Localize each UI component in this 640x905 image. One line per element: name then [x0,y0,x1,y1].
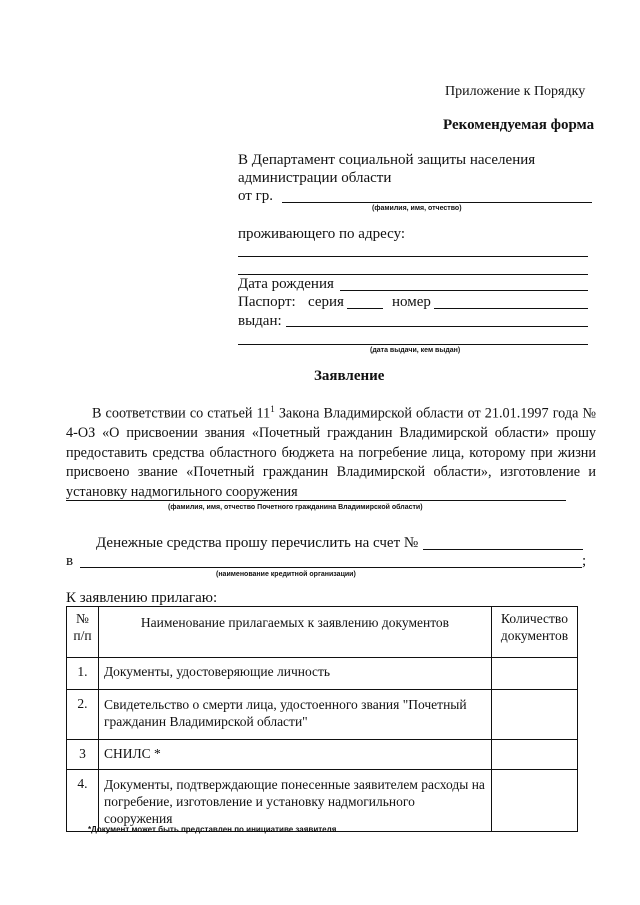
from-name-field[interactable] [282,202,592,203]
address-field-1[interactable] [238,256,588,257]
account-number-field[interactable] [423,549,583,550]
footnote: *Документ может быть представлен по инициативе заявителя [88,825,337,834]
issued-field-1[interactable] [286,326,588,327]
statement-title: Заявление [314,368,385,384]
column-header-number: № п/п [67,607,99,658]
row-quantity-cell[interactable] [492,770,578,832]
table-row [67,690,578,740]
series-field[interactable] [347,308,383,309]
column-header-quantity: Количество документов [492,607,578,658]
number-field[interactable] [434,308,588,309]
table-row [67,658,578,690]
row-quantity-cell[interactable] [492,740,578,770]
passport-label: Паспорт: [238,294,296,310]
address-field-2[interactable] [238,274,588,275]
issued-caption: (дата выдачи, кем выдан) [370,347,461,354]
birth-label: Дата рождения [238,276,334,292]
from-label: от гр. [238,188,274,204]
statement-text: В соответствии со статьей $11^1$ Закона Владимирской области от 21.01.1997 года № 4-ОЗ «О присвоении звания «Почетный гражданин Владимирской области» прошу предоставить средства областного бюджета на погребение лица, которому при жизни присвоено звание «Почетный гражданин Владимирской области», изготовление и установку надмогильного сооружения [66,404,597,500]
number-label: номер [392,294,431,310]
row-document-name: Документы, удостоверяющие личность [98,658,491,690]
addressee-line2: администрации области [238,170,392,186]
issued-field-2[interactable] [238,344,588,345]
row-quantity-cell[interactable] [492,690,578,740]
bank-prefix: в [66,553,74,569]
bank-caption: (наименование кредитной организации) [216,571,356,578]
money-label: Денежные средства прошу перечислить на счет № [96,535,419,551]
row-quantity-cell[interactable] [492,658,578,690]
table-header-row [67,607,578,658]
row-document-name: Документы, подтверждающие понесенные заявителем расходы на погребение, изготовление и установку надмогильного сооружения [98,770,491,832]
attachments-table [66,606,578,832]
series-label: серия [308,294,344,310]
form-title: Рекомендуемая форма [443,117,595,133]
issued-label: выдан: [238,313,282,329]
row-document-name: Свидетельство о смерти лица, удостоенного звания "Почетный гражданин Владимирской области" [98,690,491,740]
row-number: 1. [67,658,99,690]
attachments-heading: К заявлению прилагаю: [66,590,218,606]
residing-label: проживающего по адресу: [238,226,406,242]
column-header-name: Наименование прилагаемых к заявлению документов [98,607,491,658]
birth-date-field[interactable] [340,290,588,291]
bank-name-field[interactable] [80,567,582,568]
bank-suffix: ; [582,553,587,569]
row-number: 4. [67,770,99,832]
citizen-caption: (фамилия, имя, отчество Почетного гражданина Владимирской области) [168,504,423,511]
row-number: 2. [67,690,99,740]
appendix-note: Приложение к Порядку [445,84,586,99]
row-number: 3 [67,740,99,770]
from-caption: (фамилия, имя, отчество) [372,205,462,212]
row-document-name: СНИЛС * [98,740,491,770]
citizen-name-field[interactable] [66,500,566,501]
addressee-line1: В Департамент социальной защиты населения [238,152,536,168]
table-row [67,770,578,832]
table-row [67,740,578,770]
